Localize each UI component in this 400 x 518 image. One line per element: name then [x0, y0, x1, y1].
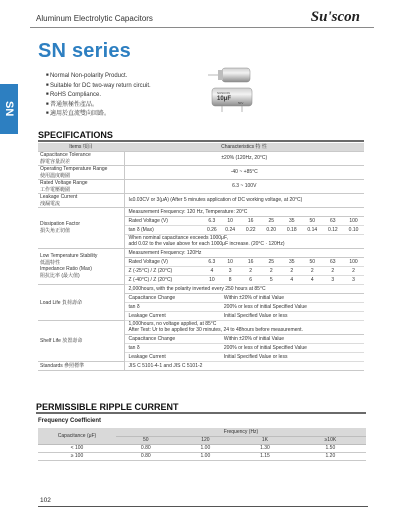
coefficient-cell: 1.00: [176, 444, 236, 452]
voltage-cell: 6.3: [204, 257, 220, 266]
coefficient-cell: 1.20: [295, 452, 366, 460]
feature-list: [46, 71, 151, 119]
impedance-cell: 4: [204, 266, 220, 275]
freq-cell: 120: [176, 436, 236, 444]
voltage-cell: 6.3: [204, 216, 220, 225]
tan-delta-label: tan δ (Max): [124, 225, 204, 234]
voltage-cell: 10: [220, 257, 241, 266]
page-number: 102: [40, 497, 51, 504]
specifications-table: [38, 143, 364, 371]
dissipation-note-line: add 0.02 to the value above for each 1000μF increase. (20°C · 120Hz): [128, 241, 285, 247]
freq-cell: 50: [116, 436, 176, 444]
cap-marking-top: SUSCON: [217, 91, 230, 95]
shelf-life-key: Leakage Current: [124, 352, 220, 361]
voltage-cell: 100: [343, 216, 364, 225]
rated-voltage-label: Rated Voltage (V): [124, 216, 204, 225]
impedance-cell: 2: [261, 266, 282, 275]
ripple-header: [36, 402, 366, 414]
coefficient-cell: 1.15: [235, 452, 295, 460]
load-life-value: Initial Specified Value or less: [220, 311, 364, 320]
row-value: ±20% (120Hz, 20°C): [124, 151, 364, 165]
coefficient-cell: 1.30: [235, 444, 295, 452]
impedance-cell: 3: [220, 266, 241, 275]
load-life-value: Within ±20% of initial Value: [220, 293, 364, 302]
footer-divider: [38, 506, 368, 507]
tan-delta-cell: 0.20: [261, 225, 282, 234]
impedance-cell: 6: [240, 275, 261, 284]
impedance-cell: 3: [323, 275, 344, 284]
row-value: -40 ~ +85°C: [124, 165, 364, 179]
tan-delta-cell: 0.24: [220, 225, 241, 234]
feature-item: ■ Normal Non-polarity Product.: [46, 71, 151, 81]
impedance-cell: 10: [204, 275, 220, 284]
ripple-title: PERMISSIBLE RIPPLE CURRENT: [36, 402, 179, 412]
impedance-cell: 3: [343, 275, 364, 284]
shelf-life-label: Shelf Life 放置壽命: [38, 320, 124, 361]
load-life-key: tan δ: [124, 302, 220, 311]
impedance-cell: 2: [323, 266, 344, 275]
low-temp-label: Low Temperature Stability 低溫特性 Impedance Ratio (Max) 阻抗比率 (最大值): [38, 248, 124, 284]
shelf-life-key: tan δ: [124, 343, 220, 352]
tan-delta-cell: 0.18: [281, 225, 302, 234]
standards-label: Standards 參照標準: [38, 361, 124, 370]
capacitance-header: Capacitance (μF): [38, 428, 116, 444]
specifications-title: SPECIFICATIONS: [38, 130, 113, 140]
impedance-cell: 4: [302, 275, 323, 284]
row-value: 6.3 ~ 100V: [124, 179, 364, 193]
shelf-life-intro: [124, 320, 364, 334]
side-tab: SN: [0, 84, 18, 134]
capacitance-cell: < 100: [38, 444, 116, 452]
rated-voltage-label: Rated Voltage (V): [124, 257, 204, 266]
voltage-cell: 10: [220, 216, 241, 225]
shelf-life-value: 200% or less of initial Specified Value: [220, 343, 364, 352]
load-life-value: 200% or less of initial Specified Value: [220, 302, 364, 311]
coefficient-cell: 1.00: [176, 452, 236, 460]
impedance-cell: 2: [240, 266, 261, 275]
category-title: Aluminum Electrolytic Capacitors: [36, 14, 153, 23]
impedance-cell: 5: [261, 275, 282, 284]
row-label: Capacitance Tolerance 靜電容量誤差: [38, 151, 124, 165]
impedance-cell: 2: [302, 266, 323, 275]
impedance-cell: 8: [220, 275, 241, 284]
impedance-cell: 2: [343, 266, 364, 275]
dissipation-note-line: When nominal capacitance exceeds 1000μF,: [128, 235, 228, 241]
shelf-life-intro-line: 1,000hours, no voltage applied, at 85°C: [128, 321, 217, 327]
cap-marking-bot: 50V: [238, 101, 244, 105]
tan-delta-cell: 0.10: [343, 225, 364, 234]
frequency-coefficient-title: Frequency Coefficient: [38, 418, 102, 424]
dissipation-label: Dissipation Factor 損失角正切值: [38, 207, 124, 248]
tan-delta-cell: 0.22: [240, 225, 261, 234]
freq-cell: ≥10K: [295, 436, 366, 444]
tan-delta-cell: 0.26: [204, 225, 220, 234]
voltage-cell: 25: [261, 257, 282, 266]
voltage-cell: 63: [323, 257, 344, 266]
impedance-cell: 2: [281, 266, 302, 275]
series-title: SN series: [38, 40, 131, 62]
voltage-cell: 35: [281, 257, 302, 266]
voltage-cell: 50: [302, 216, 323, 225]
load-life-label: Load Life 負荷壽命: [38, 284, 124, 320]
dissipation-measurement: Measurement Frequency: 120 Hz, Temperature: 20°C: [124, 207, 364, 216]
voltage-cell: 25: [261, 216, 282, 225]
section-bar: [38, 140, 364, 142]
brand-logo: Su'scon: [310, 9, 360, 25]
freq-cell: 1K: [235, 436, 295, 444]
shelf-life-value: Initial Specified Value or less: [220, 352, 364, 361]
impedance-ratio-label: Z (-40°C) / Z (20°C): [124, 275, 204, 284]
specifications-header: [38, 130, 364, 142]
voltage-cell: 16: [240, 257, 261, 266]
shelf-life-value: Within ±20% of initial Value: [220, 334, 364, 343]
impedance-ratio-label: Z (-25°C) / Z (20°C): [124, 266, 204, 275]
cap-marking-mid: 10μF: [217, 96, 232, 102]
voltage-cell: 35: [281, 216, 302, 225]
frequency-header: Frequency (Hz): [116, 428, 366, 436]
capacitance-cell: ≥ 100: [38, 452, 116, 460]
tan-delta-cell: 0.12: [323, 225, 344, 234]
voltage-cell: 16: [240, 216, 261, 225]
standards-value: JIS C 5101-4-1 and JIS C 5101-2: [124, 361, 364, 370]
column-header-items: Items 項目: [38, 143, 124, 151]
voltage-cell: 50: [302, 257, 323, 266]
feature-item: ■ RoHS Compliance.: [46, 90, 151, 100]
load-life-intro: 2,000hours, with the polarity inverted every 250 hours at 85°C: [124, 284, 364, 293]
tan-delta-cell: 0.14: [302, 225, 323, 234]
header-divider: [30, 27, 374, 28]
voltage-cell: 100: [343, 257, 364, 266]
feature-item: ■ 普通無極性產品。: [46, 100, 151, 110]
ripple-table: [38, 428, 366, 461]
column-header-characteristics: Characteristics 特 性: [124, 143, 364, 151]
section-bar: [36, 412, 366, 414]
row-label: Leakage Current 洩漏電流: [38, 193, 124, 207]
coefficient-cell: 1.50: [295, 444, 366, 452]
dissipation-note: [124, 234, 364, 248]
row-label: Operating Temperature Range 使用溫度範圍: [38, 165, 124, 179]
row-label: Rated Voltage Range 工作電壓範圍: [38, 179, 124, 193]
shelf-life-intro-line: After Test: Ur to be applied for 30 minutes, 24 to 48hours before measurement.: [128, 327, 303, 333]
feature-item: ■ Suitable for DC two-way return circuit.: [46, 81, 151, 91]
row-value: I≤0.03CV or 3(μA) (After 5 minutes application of DC working voltage, at 20°C): [124, 193, 364, 207]
shelf-life-key: Capacitance Change: [124, 334, 220, 343]
load-life-key: Capacitance Change: [124, 293, 220, 302]
capacitor-photo: [208, 66, 256, 112]
low-temp-measurement: Measurement Frequency: 120Hz: [124, 248, 364, 257]
impedance-cell: 4: [281, 275, 302, 284]
load-life-key: Leakage Current: [124, 311, 220, 320]
feature-item: ■ 適用於直流雙向回路。: [46, 109, 151, 119]
coefficient-cell: 0.80: [116, 452, 176, 460]
voltage-cell: 63: [323, 216, 344, 225]
coefficient-cell: 0.80: [116, 444, 176, 452]
